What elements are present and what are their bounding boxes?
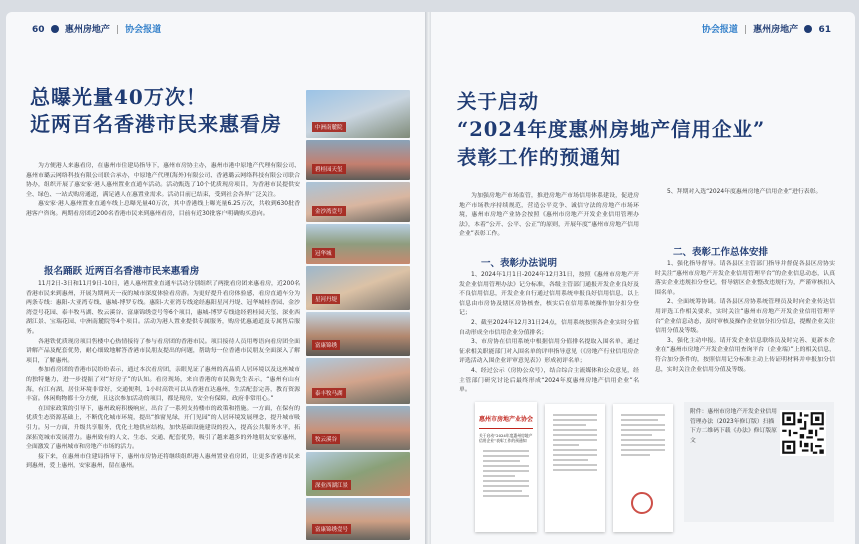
list-item: 1、2024年1月1日-2024年12月31日，按照《惠州市房地产开发企业信用管理办法》记分标准，各级主管部门通报开发企业良好及不良信用信息，开发企业自行通过信用系统申报良好信用信息，以上信息由市房协及辖区房协核查，核实后在信用系统操作加分扣分登记； (459, 272, 639, 317)
event-photo (306, 140, 410, 180)
subheading: 报名踊跃 近两百名香港市民来惠看房 (44, 266, 200, 277)
letterhead-rule (479, 428, 533, 429)
section-1-body (459, 271, 639, 396)
document-letterhead: 惠州市房地产业协会 (479, 416, 534, 423)
list-item: 2、截至2024年12月31日24点，信用系统按照各企业实时分值自动形成全市信用企业分值排名； (459, 319, 639, 336)
event-photo (306, 224, 410, 264)
list-item: 2、全面统筹协调。请各县区房协系统管理员及时向企业传达信用评选工作相关要求，实时关注“惠州市房地产开发企业信用管理平台”企业信息动态，及时审核及操作企业加分扣分信息，提醒企业关注信用分值及等级。 (655, 299, 835, 335)
paragraph: 为方便港人来惠看房，在惠州市住建局指导下，惠州市房协主办，惠州市港中原地产代理有限公司、惠州市璐云网络科技有限公司联合承办，中原地产代理(海外)有限公司、香港璐云网络科技有限公司联合协办，组织开展了惠安家·港人惠州置业直通车活动。活动甄选了10个优质现房项目，为香港市民提供安全、绿色、一站式购房通道，满足港人在惠置业需求。活动目前已结束，受到社会各界广泛关注。 (26, 163, 300, 198)
event-photo (306, 452, 410, 496)
paragraph: 在国家政策的引导下，惠州政府积极响应，出台了一系列支持楼市的政策和措施。一方面，在保有的优质生态资源基础上，不断优化城市环境，提出“推窗见绿，开门见园”的人居环境发展理念，提升城市吸引力。另一方面，升级共享服务，优化土地供应结构，加快基础设施建设的投入，提高公共服务水平，拓深拓宽城市发展潜力。惠州致有的人文、生态、交通、配套优势，吸引了越来越多的外地朋友安家惠州，全面激发了惠州城市和房地产市场的活力。 (26, 405, 300, 451)
right-page-header: 协会报道 | 惠州房地产 61 (701, 25, 831, 35)
event-photo (306, 498, 410, 540)
document-subtitle: 关于启动“2024年度惠州房地产信用企业”表彰工作的预通知 (479, 433, 533, 443)
title-line-1: 关于启动 (457, 90, 540, 113)
article-body (26, 280, 300, 472)
section-1-continued (655, 188, 835, 198)
document-text-lines (483, 450, 529, 500)
right-page (431, 12, 855, 544)
header-dot-icon (804, 25, 812, 33)
title-line-3: 表彰工作的预通知 (457, 146, 622, 169)
header-dot-icon (51, 25, 59, 33)
attachment-box (684, 402, 834, 522)
list-item: 5、拜期对入选“2024年度惠州房地产信用企业”进行表彰。 (667, 189, 822, 195)
photo-tag: 富康锦绣壹号 (312, 524, 351, 534)
article-title (30, 84, 282, 138)
list-item: 1、强化指导督导。请各县区主管部门指导并督促各县区房协实时关注“惠州市房地产开发企业信用管理平台”的企业信息动态，认真落实企业违规扣分登记，督导辖区企业整改违规行为，严谨审核扣入围名单。 (655, 261, 835, 296)
notice-document-thumbnail (475, 402, 537, 532)
photo-tag: 星河丹堤 (312, 294, 340, 304)
paragraph: 11月2日-3日和11月9日-10日，港人惠州置业直通车活动分别组织了两批看房团来惠看房，近200名香港市民来到惠州，开展为期两天一夜的城市深度体验看房游。为更好提升看房体验感，看房直通车分为两条专线：惠阳-大亚湾专线、惠城-博罗专线。惠阳-大亚湾专线途经惠阳星河丹堤、冠华城桂香园、金沙湾壹号花园、泰丰牧马湖、牧云溪谷、富康锦绣壹号等6个项目，惠城-博罗专线途经碧桂园天玺、深业西湖江景、宝瑞花园、中洲南麓院等4个项目。活动为港人置业提供专属服务，购房优惠通道及专属售后服务。 (26, 281, 300, 335)
photo-tag: 冠华城 (312, 248, 335, 258)
page-number: 60 (32, 25, 45, 35)
title-line-2: 近两百名香港市民来惠看房 (30, 112, 282, 136)
section-2-body (655, 260, 835, 375)
page-number: 61 (818, 25, 831, 35)
section-name: 协会报道 (125, 25, 162, 35)
event-photo (306, 182, 410, 222)
list-item: 3、强化主动申报。请开发企业信息联络员及时完善、更新本企业在“惠州市房地产开发企业信用查询平台（企业端）”上的相关信息，符合加分条件的，按照信用记分标准主动上传证明材料并申报加分信息，实时关注企业信用分值及等级。 (655, 337, 835, 373)
event-photo (306, 90, 410, 138)
paragraph: 接下来，在惠州市住建局指导下，惠州市房协还将继续组织港人惠州置业看房团，让更多香港市民来到惠州，爱上惠州，安家惠州，留在惠州。 (26, 453, 300, 470)
official-seal-icon (631, 492, 653, 514)
article-intro (26, 162, 300, 220)
notice-intro (459, 192, 639, 240)
photo-column (306, 90, 410, 540)
section-2-title: 二、表彰工作总体安排 (673, 247, 769, 258)
left-page-header: 60 惠州房地产 | 协会报道 (32, 25, 162, 35)
list-item: 3、市房协在信用系统中根据信用分值排名提取入围名单，通过征求相关职能部门对入围名单的评审指导意见（《房地产行业信用房企评选活动入围企业评审意见表》）形成初评名单； (459, 339, 639, 365)
document-text-lines (553, 414, 597, 474)
attachment-caption: 附件：惠州市房地产开发企业信用管理办法（2023年修订版）扫描下方二维码下载《办法》修订版原文 (690, 409, 777, 444)
photo-tag: 中洲南麓院 (312, 122, 346, 132)
notice-title (457, 88, 765, 172)
document-page-thumbnail (545, 404, 605, 532)
photo-tag: 深业西湖江景 (312, 480, 351, 490)
list-item: 4、经过公示（房协公众号），结合综合主流媒体和公众意见，经主管部门研究讨论后最终形成“2024年度惠州房地产信用企业”名单。 (459, 367, 639, 394)
event-photo (306, 406, 410, 450)
paragraph: 惠安家·港人惠州置业直通车线上总曝光量40万次，其中香港线上曝光量6.25万次，共收到630批香港客户咨询。两期看房团近200名香港市民来到惠州看房，目前有近30批客户明确购买意向。 (26, 201, 300, 217)
paragraph: 各港铁优质现房项目售楼中心热情接待了参与看房团的香港市民。项目接待人员用粤语向看房团全面讲解产品及配套优势，耐心细致地解答香港市民朋友提出的问题，帮助每一位香港市民朋友全面深入了解项目，了解惠州。 (26, 338, 300, 364)
magazine-name: 惠州房地产 (64, 25, 110, 35)
section-name: 协会报道 (701, 25, 738, 35)
document-text-lines (621, 414, 665, 459)
paragraph: 为加强房地产市场监管，推进房地产市场信用体系建设，促进房地产市场秩序持续规范，营造公平竞争、诚信守法的房地产市场环境，惠州市房地产业协会按照《惠州市房地产开发企业信用管理办法》，本着“公开、公平、公正”的原则，开展年度“惠州市房地产信用企业”表彰工作。 (459, 193, 639, 238)
left-page (6, 12, 427, 544)
qr-code-icon[interactable] (780, 410, 826, 456)
event-photo (306, 358, 410, 404)
photo-tag: 泰丰牧马湖 (312, 388, 346, 398)
photo-tag: 富康锦绣 (312, 340, 340, 350)
title-line-2: “2024年度惠州房地产信用企业” (457, 118, 766, 141)
photo-tag: 金沙湾壹号 (312, 206, 346, 216)
section-1-title: 一、表彰办法说明 (481, 258, 558, 269)
title-line-1: 总曝光量40万次！ (30, 85, 207, 109)
photo-tag: 碧桂园天玺 (312, 164, 346, 174)
event-photo (306, 312, 410, 356)
magazine-name: 惠州房地产 (753, 25, 799, 35)
event-photo (306, 266, 410, 310)
photo-tag: 牧云溪谷 (312, 434, 340, 444)
document-page-thumbnail (613, 404, 673, 532)
paragraph: 参加看房团的香港市民纷纷表示，通过本次看房团，亲眼见证了惠州的高品质人居环境以及这座城市的独特魅力，进一步提振了对“好房子”的认知。看房现场，来自香港的市民陈先生表示，“惠州有山有海，有江有湖，居住环境非常好，交通便利，1小时高铁可以从香港直达惠州，生活配套完善，教育资源丰富。休闲购物都十分方便，且这次参加活动的项目，都是现房，安全有保障，政府非常用心。” (26, 367, 300, 403)
